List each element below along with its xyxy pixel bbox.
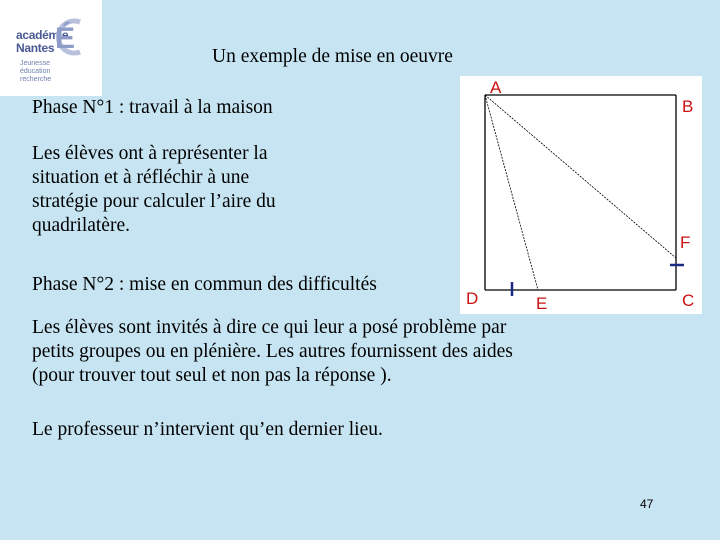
label-f: F	[680, 233, 691, 252]
logo-sub3: recherche	[20, 76, 52, 83]
paragraph-line: (pour trouver tout seul et non pas la réponse ).	[32, 365, 392, 386]
closing-paragraph: Le professeur n’intervient qu’en dernier lieu.	[32, 419, 383, 440]
paragraph-line: stratégie pour calculer l’aire du	[32, 191, 276, 212]
logo-sub2: éducation	[20, 68, 51, 75]
paragraph-line: Les élèves sont invités à dire ce qui leur a posé problème par	[32, 317, 507, 338]
paragraph-line: petits groupes ou en plénière. Les autres fournissent des aides	[32, 341, 513, 362]
logo-line2: Nantes	[16, 41, 55, 55]
label-d: D	[466, 289, 479, 308]
segment-ae	[485, 95, 538, 290]
logo-line1: académie	[16, 28, 69, 42]
phase2-heading: Phase N°2 : mise en commun des difficultés	[32, 274, 377, 295]
phase1-heading: Phase N°1 : travail à la maison	[32, 97, 273, 118]
logo-e-mark-icon	[48, 14, 88, 58]
label-c: C	[682, 291, 695, 310]
label-b: B	[682, 97, 694, 116]
svg-text:É: É	[55, 22, 76, 55]
paragraph-line: quadrilatère.	[32, 215, 130, 236]
paragraph-line: Les élèves ont à représenter la	[32, 143, 268, 164]
slide-title: Un exemple de mise en oeuvre	[212, 46, 453, 67]
academie-nantes-logo	[0, 0, 102, 96]
page-number: 47	[640, 497, 654, 511]
phase1-paragraph	[32, 142, 276, 238]
label-e: E	[536, 294, 548, 313]
phase2-paragraph	[32, 316, 513, 388]
logo-sub1: Jeunesse	[20, 60, 50, 67]
segment-af	[485, 95, 676, 258]
label-a: A	[490, 78, 502, 97]
paragraph-line: situation et à réfléchir à une	[32, 167, 250, 188]
quadrilateral-figure	[460, 76, 702, 314]
